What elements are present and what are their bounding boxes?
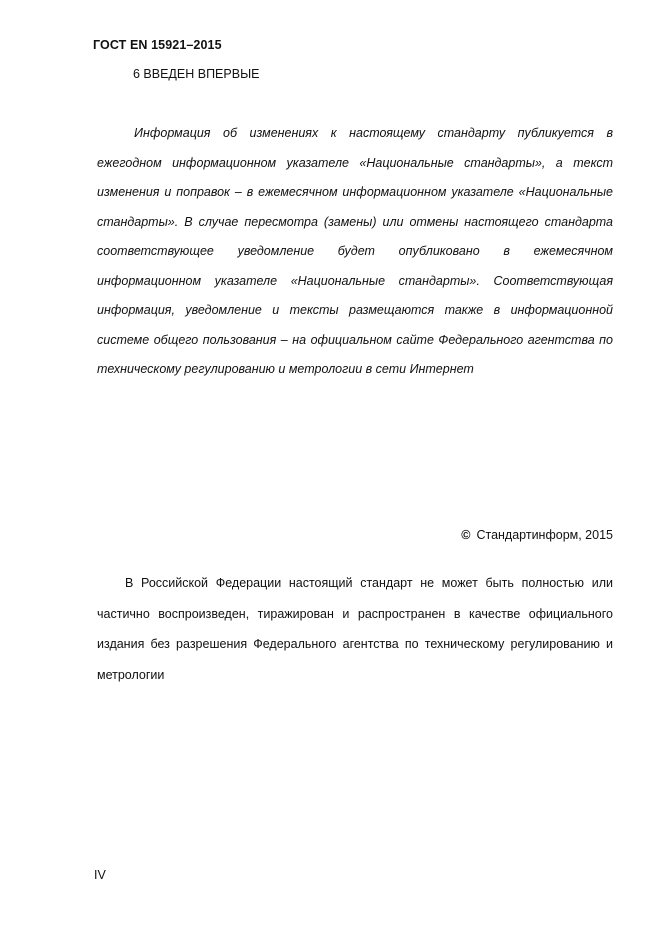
copyright-line bbox=[461, 528, 613, 542]
reproduction-rights-paragraph: В Российской Федерации настоящий стандарт не может быть полностью или частично воспроизведен, тиражирован и распространен в качестве официального издания без разрешения Федерального агентства по техническому регулированию и метрологии bbox=[97, 576, 613, 682]
document-code: ГОСТ EN 15921–2015 bbox=[93, 38, 222, 52]
copyright-icon: © bbox=[461, 528, 471, 542]
page-number: IV bbox=[94, 868, 106, 882]
change-information-paragraph: Информация об изменениях к настоящему стандарту публикуется в ежегодном информационном указателе «Национальные стандарты», а текст изменения и поправок – в ежемесячном информационном указателе «Национальные стандарты». В случае пересмотра (замены) или отмены настоящего стандарта соответствующее уведомление будет опубликовано в ежемесячном информационном указателе «Национальные стандарты». Соответствующая информация, уведомление и тексты размещаются также в информационной системе общего пользования – на официальном сайте Федерального агентства по техническому регулированию и метрологии в сети Интернет bbox=[97, 126, 613, 376]
copyright-text: Стандартинформ, 2015 bbox=[476, 528, 613, 542]
introduction-line: 6 ВВЕДЕН ВПЕРВЫЕ bbox=[133, 67, 260, 81]
